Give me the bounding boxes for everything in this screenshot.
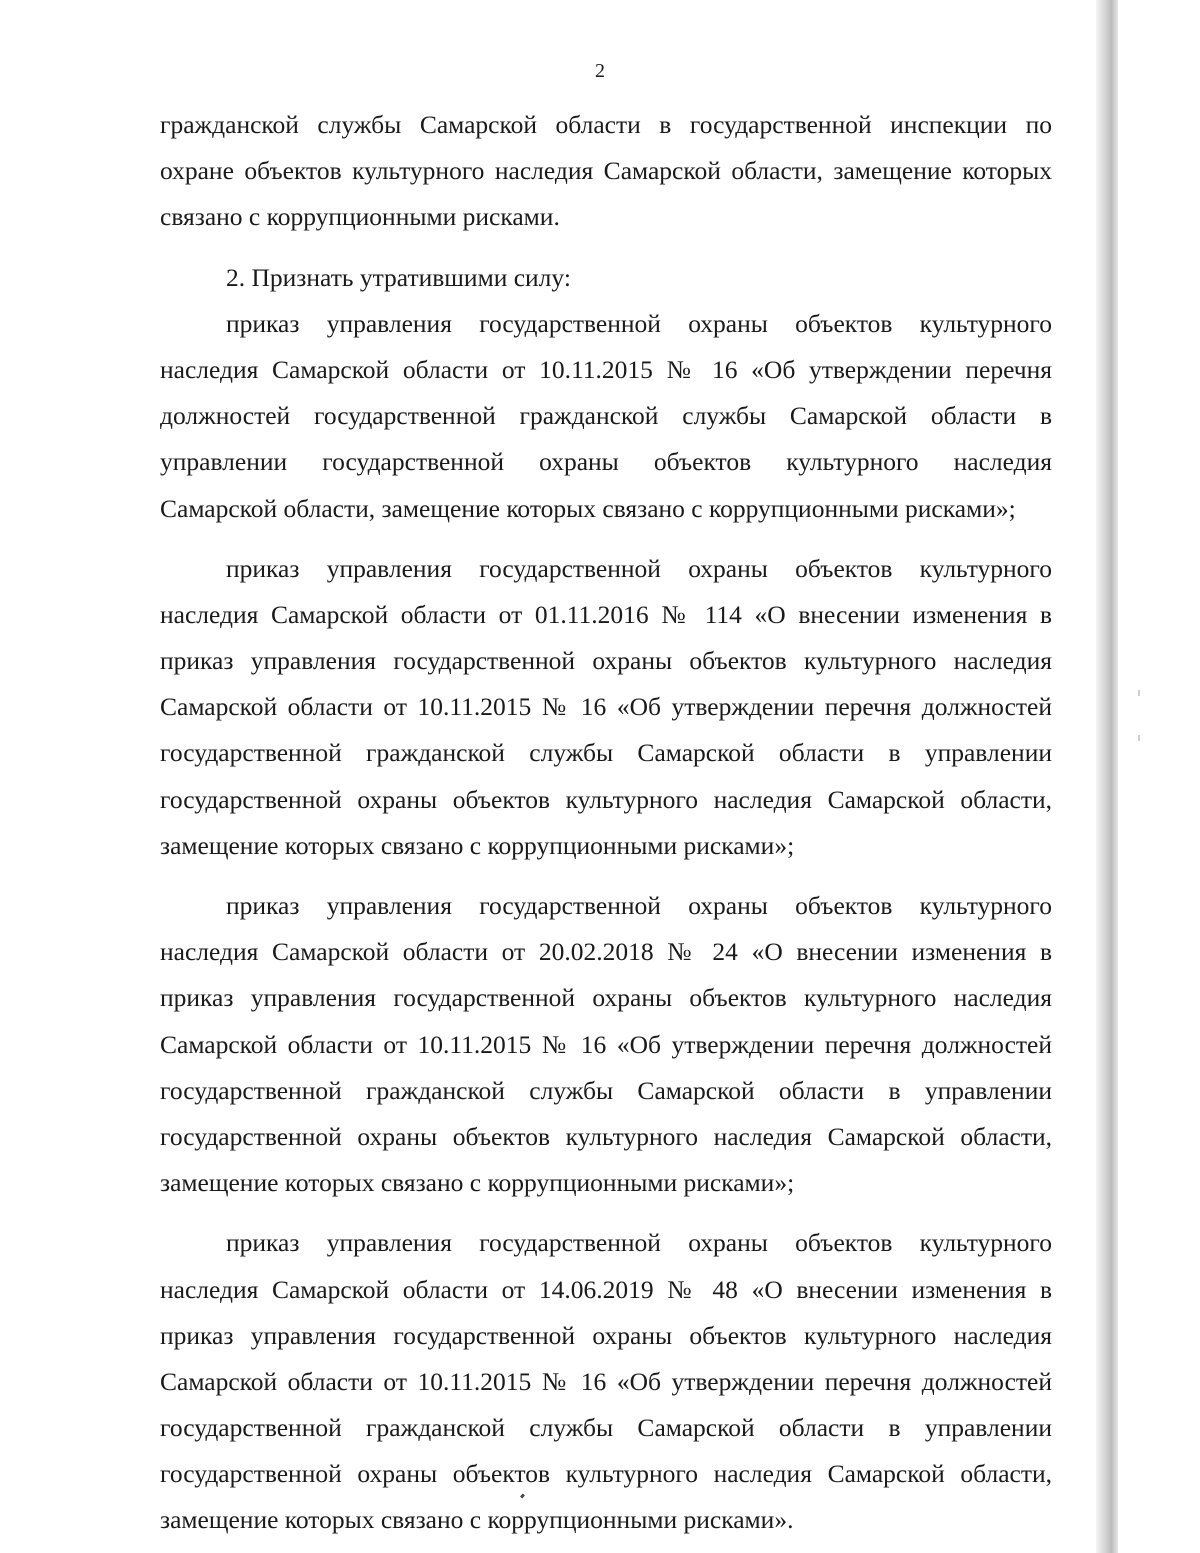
paragraph-gap <box>160 532 1052 546</box>
paragraph-gap <box>160 869 1052 883</box>
text-line: охране объектов культурного наследия Самарской области, замещение которых <box>160 156 1052 186</box>
text-line: приказ управления государственной охраны объектов культурного <box>226 553 1052 583</box>
text-line: Самарской области от 10.11.2015 № 16 «Об утверждении перечня должностей <box>160 692 1052 722</box>
text-line: государственной гражданской службы Самарской области в управлении <box>160 1075 1052 1105</box>
text-line: замещение которых связано с коррупционными рисками». <box>160 1505 794 1535</box>
text-line: наследия Самарской области от 20.02.2018 № 24 «О внесении изменения в <box>160 937 1052 967</box>
text-line: государственной гражданской службы Самарской области в управлении <box>160 738 1052 768</box>
text-line: 2. Признать утратившими силу: <box>226 262 571 292</box>
text-line: государственной охраны объектов культурного наследия Самарской области, <box>160 1459 1052 1489</box>
text-line: управлении государственной охраны объектов культурного наследия <box>160 447 1052 477</box>
paragraph-gap <box>160 241 1052 255</box>
text-line: приказ управления государственной охраны объектов культурного <box>226 891 1052 920</box>
text-line: государственной охраны объектов культурного наследия Самарской области, <box>160 784 1052 814</box>
text-line: приказ управления государственной охраны объектов культурного наследия <box>160 646 1052 676</box>
paragraph-gap <box>160 1206 1052 1220</box>
text-line: гражданской службы Самарской области в государственной инспекции по <box>160 110 1052 139</box>
text-line: замещение которых связано с коррупционными рисками»; <box>160 1168 795 1198</box>
scan-edge-shadow <box>1096 0 1118 1553</box>
scan-edge-mark <box>1138 690 1140 696</box>
text-line: приказ управления государственной охраны объектов культурного <box>226 1228 1052 1258</box>
text-line: приказ управления государственной охраны объектов культурного наследия <box>160 983 1052 1013</box>
text-line: наследия Самарской области от 01.11.2016 № 114 «О внесении изменения в <box>160 599 1052 629</box>
document-body <box>160 102 1052 1544</box>
text-line: приказ управления государственной охраны объектов культурного наследия <box>160 1320 1052 1350</box>
scan-edge-mark <box>1138 735 1140 741</box>
text-line: должностей государственной гражданской службы Самарской области в <box>160 401 1052 431</box>
text-line: Самарской области от 10.11.2015 № 16 «Об утверждении перечня должностей <box>160 1366 1052 1396</box>
text-line: связано с коррупционными рисками. <box>160 202 560 232</box>
text-line: замещение которых связано с коррупционными рисками»; <box>160 830 795 860</box>
text-line: государственной гражданской службы Самарской области в управлении <box>160 1413 1052 1443</box>
text-line: наследия Самарской области от 10.11.2015 № 16 «Об утверждении перечня <box>160 354 1052 384</box>
page-number: 2 <box>595 60 605 82</box>
text-line: Самарской области, замещение которых связано с коррупционными рисками»; <box>160 493 1016 523</box>
text-line: государственной охраны объектов культурного наследия Самарской области, <box>160 1121 1052 1151</box>
text-line: Самарской области от 10.11.2015 № 16 «Об утверждении перечня должностей <box>160 1029 1052 1059</box>
text-line: наследия Самарской области от 14.06.2019 № 48 «О внесении изменения в <box>160 1274 1052 1304</box>
text-line: приказ управления государственной охраны объектов культурного <box>226 308 1052 338</box>
